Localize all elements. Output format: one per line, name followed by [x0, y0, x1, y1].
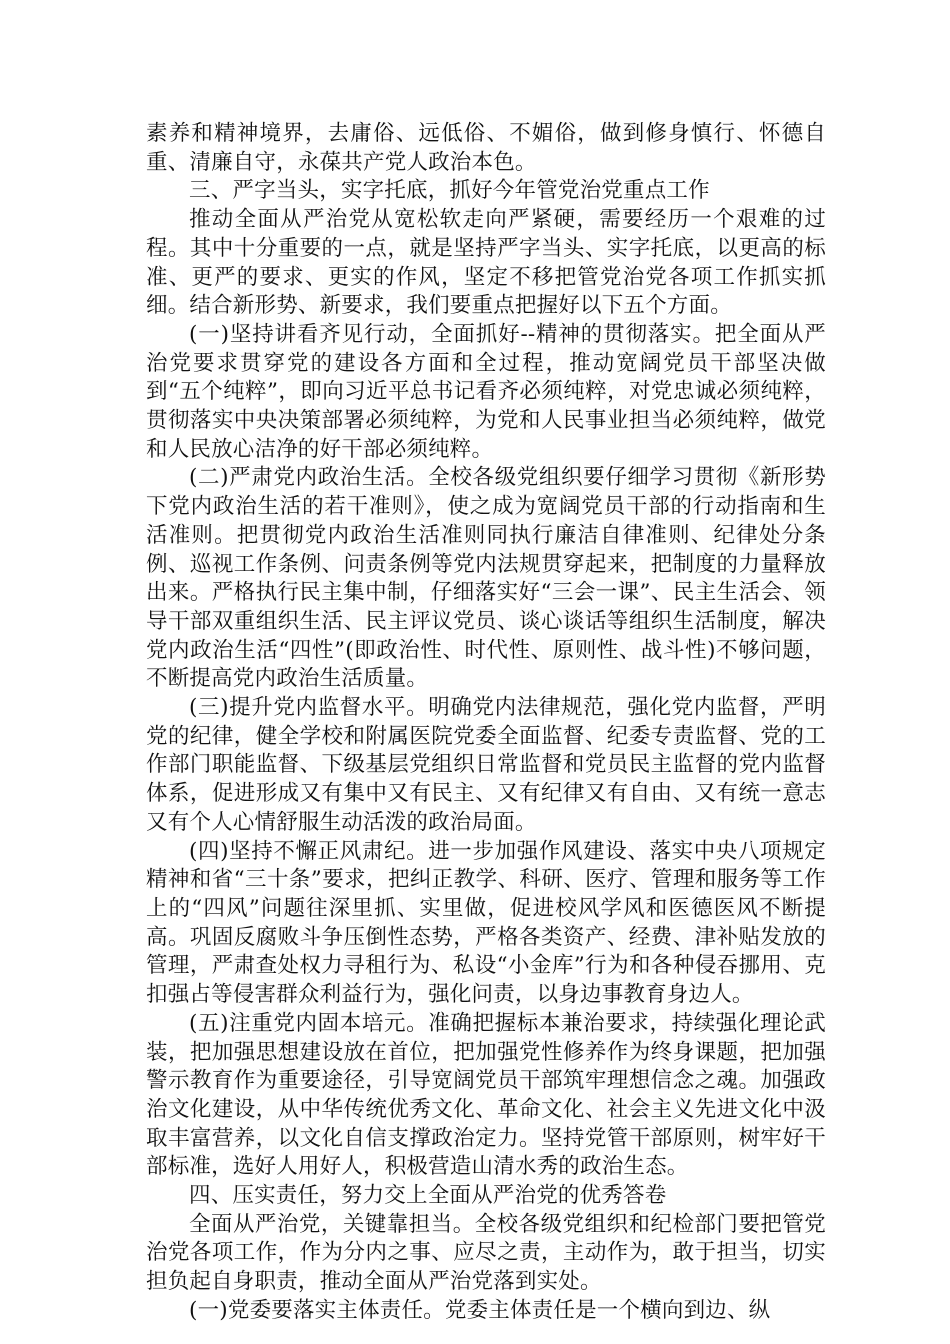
- paragraph-item-1: (一)党委要落实主体责任。党委主体责任是一个横向到边、纵: [189, 1297, 771, 1323]
- paragraph-item-3: (三)提升党内监督水平。明确党内法律规范，强化党内监督，严明党的纪律，健全学校和附属医院党委全面监督、纪委专责监督、党的工作部门职能监督、下级基层党组织日常监督和党员民主监督的党内监督体系，促进形成又有集中又有民主、又有纪律又有自由、又有统一意志又有个人心情舒服生动活泼的政治局面。: [146, 695, 826, 835]
- paragraph-item-2: (二)严肃党内政治生活。全校各级党组织要仔细学习贯彻《新形势下党内政治生活的若干准则》，使之成为宽阔党员干部的行动指南和生活准则。把贯彻党内政治生活准则同执行廉洁自律准则、纪律处分条例、巡视工作条例、问责条例等党内法规贯穿起来，把制度的力量释放出来。严格执行民主集中制，仔细落实好“三会一课”、民主生活会、领导干部双重组织生活、民主评议党员、谈心谈话等组织生活制度，解决党内政治生活“四性”(即政治性、时代性、原则性、战斗性)不够问题，不断提高党内政治生活质量。: [146, 465, 826, 692]
- paragraph-item-1: (一)坚持讲看齐见行动，全面抓好--精神的贯彻落实。把全面从严治党要求贯穿党的建设各方面和全过程，推动宽阔党员干部坚决做到“五个纯粹”，即向习近平总书记看齐必须纯粹，对党忠诚必须纯粹，贯彻落实中央决策部署必须纯粹，为党和人民事业担当必须纯粹，做党和人民放心洁净的好干部必须纯粹。: [146, 321, 826, 462]
- paragraph-item-5: (五)注重党内固本培元。准确把握标本兼治要求，持续强化理论武装，把加强思想建设放在首位，把加强党性修养作为终身课题，把加强警示教育作为重要途径，引导宽阔党员干部筑牢理想信念之魂。加强政治文化建设，从中华传统优秀文化、革命文化、社会主义先进文化中汲取丰富营养，以文化自信支撑政治定力。坚持党管干部原则，树牢好干部标准，选好人用好人，积极营造山清水秀的政治生态。: [146, 1010, 826, 1180]
- paragraph-body: 推动全面从严治党从宽松软走向严紧硬，需要经历一个艰难的过程。其中十分重要的一点，就是坚持严字当头、实字托底，以更高的标准、更严的要求、更实的作风，坚定不移把管党治党各项工作抓实抓细。结合新形势、新要求，我们要重点把握好以下五个方面。: [146, 207, 826, 319]
- section-heading-3: 三、严字当头，实字托底，抓好今年管党治党重点工作: [189, 178, 710, 204]
- paragraph-item-4: (四)坚持不懈正风肃纪。进一步加强作风建设、落实中央八项规定精神和省“三十条”要求，把纠正教学、科研、医疗、管理和服务等工作上的“四风”问题往深里抓、实里做，促进校风学风和医德医风不断提高。巩固反腐败斗争压倒性态势，严格各类资产、经费、津补贴发放的管理，严肃查处权力寻租行为、私设“小金库”行为和各种侵吞挪用、克扣强占等侵害群众利益行为，强化问责，以身边事教育身边人。: [146, 838, 826, 1008]
- paragraph-continuation: 素养和精神境界，去庸俗、远低俗、不媚俗，做到修身慎行、怀德自重、清廉自守，永葆共产党人政治本色。: [146, 121, 826, 175]
- section-heading-4: 四、压实责任，努力交上全面从严治党的优秀答卷: [189, 1183, 667, 1209]
- document-page: [146, 120, 826, 1326]
- paragraph-body: 全面从严治党，关键靠担当。全校各级党组织和纪检部门要把管党治党各项工作，作为分内之事、应尽之责，主动作为，敢于担当，切实担负起自身职责，推动全面从严治党落到实处。: [146, 1211, 826, 1295]
